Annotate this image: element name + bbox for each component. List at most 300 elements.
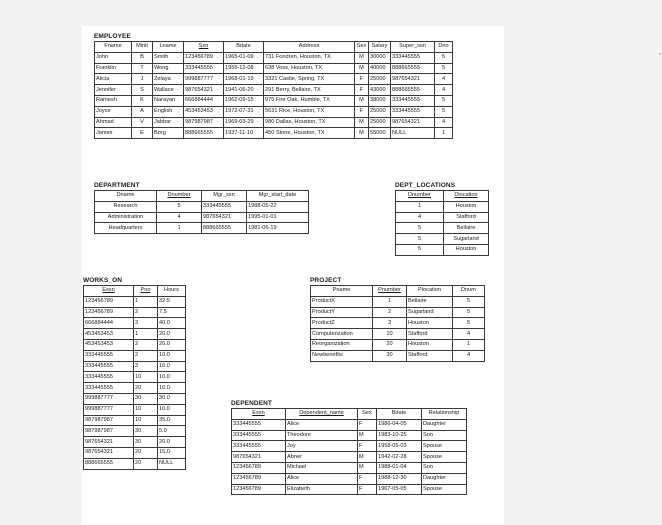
column-header: Plocation [407,286,453,297]
table-cell: 999887777 [184,74,224,85]
table-cell: 453453453 [184,106,224,117]
table-cell: 333445555 [391,95,435,106]
column-header: Dlocation [444,191,489,202]
table-cell: 1988-01-04 [377,462,422,473]
table-cell: 5 [435,52,453,63]
dependent-header-row [232,409,467,420]
table-cell: 40.0 [158,318,186,329]
table-row [396,201,489,212]
table-cell: F [358,473,377,484]
table-cell: 1968-01-19 [224,74,264,85]
column-header: Lname [153,42,184,53]
table-cell: 123456789 [184,52,224,63]
table-cell: Narayan [153,95,184,106]
table-cell: Houston [407,339,453,350]
project-title: PROJECT [310,277,342,284]
table-cell: 30 [373,350,407,361]
table-row [311,318,485,329]
table-cell: Wong [153,63,184,74]
table-cell: 2 [134,339,158,350]
table-row [232,462,467,473]
table-cell: F [358,441,377,452]
table-cell: 888665555 [184,128,224,139]
employee-header-row [95,42,453,53]
table-cell: 1969-03-29 [224,117,264,128]
table-cell: Elizabeth [286,484,358,495]
column-header: Essn [232,409,286,420]
table-cell: 1 [134,329,158,340]
table-cell: M [358,462,377,473]
column-header: Super_ssn [391,42,435,53]
table-cell: M [355,95,369,106]
table-cell: Sugarland [407,307,453,318]
column-header: Salary [369,42,391,53]
table-row [232,441,467,452]
table-cell: 40000 [369,63,391,74]
table-cell: 453453453 [84,329,134,340]
table-row [95,117,453,128]
table-cell: James [95,128,132,139]
table-row [396,234,489,245]
table-cell: 4 [435,117,453,128]
works-on-table [83,285,186,470]
column-header: Hours [158,286,186,297]
table-cell: 4 [157,212,202,223]
table-cell: 453453453 [84,339,134,350]
table-cell: Alice [286,419,358,430]
table-cell: M [355,128,369,139]
table-row [84,437,186,448]
table-cell: 1972-07-31 [224,106,264,117]
department-section [94,181,309,234]
table-cell: A [132,106,153,117]
column-header: Pname [311,286,373,297]
table-cell: 5 [435,106,453,117]
dept-locations-section [395,181,489,256]
table-row [232,419,467,430]
project-table [310,285,485,362]
column-header: Bdate [224,42,264,53]
table-cell: 10 [134,415,158,426]
table-cell: Michael [286,462,358,473]
table-cell: 888665555 [202,223,247,234]
dependent-table [231,408,467,495]
table-cell: Houston [407,318,453,329]
table-cell: 333445555 [84,372,134,383]
table-cell: Smith [153,52,184,63]
table-cell: Administration [95,212,157,223]
table-row [95,212,309,223]
table-cell: 30 [134,426,158,437]
side-mark: · [658,48,662,60]
table-cell: Daughter [422,419,467,430]
table-cell: Joyce [95,106,132,117]
table-cell: 30000 [369,52,391,63]
table-cell: Daughter [422,473,467,484]
column-header: Minit [132,42,153,53]
table-cell: 25000 [369,74,391,85]
column-header: Dnum [453,286,485,297]
table-cell: Abner [286,452,358,463]
table-cell: 5 [453,307,485,318]
table-cell: 5 [435,63,453,74]
table-cell: Alicia [95,74,132,85]
table-row [84,361,186,372]
table-cell: 999887777 [84,393,134,404]
table-row [84,329,186,340]
table-cell: Joy [286,441,358,452]
table-cell: 55000 [369,128,391,139]
table-row [84,339,186,350]
table-cell: 123456789 [232,484,286,495]
table-cell: Stafford [407,350,453,361]
column-header: Mgr_start_date [247,191,309,202]
table-cell: 666884444 [184,95,224,106]
column-header: Dependent_name [286,409,358,420]
table-cell: 1995-01-01 [247,212,309,223]
table-cell: 20.0 [158,437,186,448]
table-cell: V [132,117,153,128]
table-cell: Research [95,201,157,212]
table-cell: F [358,419,377,430]
table-cell: 10.0 [158,404,186,415]
table-cell: 10.0 [158,350,186,361]
table-row [84,426,186,437]
table-cell: 888665555 [84,458,134,469]
table-cell: 5631 Rice, Houston, TX [264,106,355,117]
table-row [84,383,186,394]
table-cell: Stafford [407,329,453,340]
table-cell: ProductZ [311,318,373,329]
table-cell: 123456789 [232,473,286,484]
table-cell: Bellaire [444,223,489,234]
table-cell: Sugarland [444,234,489,245]
table-cell: 2 [134,307,158,318]
table-cell: 987654321 [391,74,435,85]
table-cell: 1 [396,201,444,212]
dept-locations-table [395,190,489,256]
column-header: Fname [95,42,132,53]
table-row [84,318,186,329]
column-header: Bdate [377,409,422,420]
table-cell: 4 [453,329,485,340]
table-cell: 43000 [369,85,391,96]
table-cell: M [358,430,377,441]
table-cell: F [355,85,369,96]
table-row [84,307,186,318]
table-row [311,296,485,307]
table-row [95,52,453,63]
table-cell: 2 [134,350,158,361]
table-cell: 5 [396,244,444,255]
table-cell: 1 [435,128,453,139]
department-header-row [95,191,309,202]
table-cell: 1981-06-19 [247,223,309,234]
table-row [84,404,186,415]
column-header: Sex [358,409,377,420]
table-cell: 123456789 [84,296,134,307]
column-header: Relationship [422,409,467,420]
table-cell: Spouse [422,441,467,452]
dependent-section [231,399,467,495]
table-cell: 1988-05-22 [247,201,309,212]
table-row [396,244,489,255]
table-cell: Newbenefits [311,350,373,361]
table-cell: English [153,106,184,117]
table-cell: 987987987 [84,426,134,437]
table-row [311,350,485,361]
dept-locations-title: DEPT_LOCATIONS [395,182,456,189]
column-header: Ssn [184,42,224,53]
table-cell: M [358,452,377,463]
table-cell: F [355,74,369,85]
table-cell: John [95,52,132,63]
table-cell: 1965-01-09 [224,52,264,63]
table-cell: M [355,63,369,74]
table-cell: 38000 [369,95,391,106]
table-cell: 1988-12-30 [377,473,422,484]
table-cell: 4 [435,85,453,96]
table-cell: 5 [453,318,485,329]
table-cell: 3321 Castle, Spring, TX [264,74,355,85]
table-row [311,307,485,318]
table-cell: Jennifer [95,85,132,96]
table-cell: 1983-10-25 [377,430,422,441]
table-cell: Spouse [422,452,467,463]
table-row [95,63,453,74]
table-cell: 987654321 [84,437,134,448]
project-section [310,276,485,362]
table-cell: 7.5 [158,307,186,318]
table-cell: T [132,63,153,74]
table-cell: 987987987 [84,415,134,426]
employee-title: EMPLOYEE [94,33,131,40]
table-row [396,212,489,223]
employee-section [94,32,453,139]
table-cell: 666884444 [84,318,134,329]
column-header: Pnumber [373,286,407,297]
table-cell: 3 [373,318,407,329]
table-row [396,223,489,234]
table-cell: 5 [396,223,444,234]
table-cell: 4 [453,350,485,361]
table-cell: Zelaya [153,74,184,85]
works-on-header-row [84,286,186,297]
table-cell: 1937-11-10 [224,128,264,139]
table-cell: Spouse [422,484,467,495]
table-cell: 1 [134,296,158,307]
table-cell: 888665555 [391,85,435,96]
table-cell: Wallace [153,85,184,96]
table-cell: 10.0 [158,361,186,372]
table-cell: 333445555 [232,430,286,441]
table-cell: Computerization [311,329,373,340]
column-header: Dno [435,42,453,53]
column-header: Pno [134,286,158,297]
table-cell: 291 Berry, Bellaire, TX [264,85,355,96]
table-cell: Alice [286,473,358,484]
table-cell: 975 Fire Oak, Humble, TX [264,95,355,106]
table-cell: 20 [134,383,158,394]
works-on-section [83,276,186,470]
table-cell: 5 [157,201,202,212]
column-header: Sex [355,42,369,53]
table-cell: 30.0 [158,393,186,404]
table-cell: 25000 [369,106,391,117]
table-cell: 3 [134,318,158,329]
table-cell: 1958-05-03 [377,441,422,452]
table-cell: 20.0 [158,329,186,340]
table-cell: 30 [134,437,158,448]
column-header: Dnumber [157,191,202,202]
table-cell: Reorganization [311,339,373,350]
table-cell: 333445555 [232,441,286,452]
table-cell: ProductY [311,307,373,318]
table-row [84,372,186,383]
column-header: Dname [95,191,157,202]
table-cell: 10 [373,329,407,340]
table-cell: F [358,484,377,495]
table-row [95,201,309,212]
table-cell: Theodore [286,430,358,441]
table-cell: 10 [134,372,158,383]
table-cell: 987654321 [232,452,286,463]
table-cell: 333445555 [84,350,134,361]
table-cell: 15.0 [158,447,186,458]
table-cell: 5 [453,296,485,307]
table-cell: Stafford [444,212,489,223]
table-cell: 20 [134,447,158,458]
table-cell: J [132,74,153,85]
table-cell: 3 [134,361,158,372]
table-cell: 987654321 [391,117,435,128]
table-cell: Son [422,462,467,473]
table-cell: 5.0 [158,426,186,437]
employee-table [94,41,453,139]
project-header-row [311,286,485,297]
table-cell: 5 [435,95,453,106]
table-row [84,296,186,307]
table-cell: 20.0 [158,339,186,350]
table-cell: K [132,95,153,106]
table-row [95,128,453,139]
dependent-title: DEPENDENT [231,400,272,407]
table-row [311,339,485,350]
table-cell: Ramesh [95,95,132,106]
table-cell: 1955-12-08 [224,63,264,74]
table-cell: 1941-06-20 [224,85,264,96]
table-cell: 1967-05-05 [377,484,422,495]
table-cell: 2 [373,307,407,318]
table-row [84,350,186,361]
table-row [84,458,186,469]
table-cell: 1 [373,296,407,307]
table-cell: 333445555 [232,419,286,430]
table-cell: 10 [134,404,158,415]
table-row [232,452,467,463]
table-cell: NULL [158,458,186,469]
table-cell: Franklin [95,63,132,74]
table-cell: 888665555 [391,63,435,74]
table-row [95,106,453,117]
table-cell: 999887777 [84,404,134,415]
table-cell: 638 Voss, Houston, TX [264,63,355,74]
table-cell: 1962-09-15 [224,95,264,106]
table-cell: 987654321 [202,212,247,223]
table-cell: 10.0 [158,383,186,394]
dept-locations-header-row [396,191,489,202]
document-page [82,26,504,525]
table-row [84,415,186,426]
department-title: DEPARTMENT [94,182,140,189]
table-cell: B [132,52,153,63]
table-row [232,484,467,495]
table-cell: 987654321 [184,85,224,96]
table-cell: 1986-04-05 [377,419,422,430]
column-header: Dnumber [396,191,444,202]
table-cell: E [132,128,153,139]
table-cell: 1 [453,339,485,350]
table-cell: 333445555 [202,201,247,212]
table-cell: M [355,52,369,63]
table-cell: 4 [396,212,444,223]
table-cell: Houston [444,244,489,255]
table-row [311,329,485,340]
table-cell: Headquarters [95,223,157,234]
table-cell: 30 [134,393,158,404]
table-row [84,393,186,404]
table-cell: 123456789 [232,462,286,473]
column-header: Address [264,42,355,53]
works-on-title: WORKS_ON [83,277,123,284]
department-table [94,190,309,234]
column-header: Essn [84,286,134,297]
table-row [95,95,453,106]
table-cell: NULL [391,128,435,139]
table-cell: 1 [157,223,202,234]
table-cell: 10.0 [158,372,186,383]
table-cell: 32.5 [158,296,186,307]
table-cell: ProductX [311,296,373,307]
table-cell: 25000 [369,117,391,128]
table-cell: 980 Dallas, Houston, TX [264,117,355,128]
table-cell: Ahmad [95,117,132,128]
table-cell: 333445555 [184,63,224,74]
table-cell: F [355,106,369,117]
table-cell: S [132,85,153,96]
table-cell: 1942-02-28 [377,452,422,463]
table-cell: 20 [134,458,158,469]
table-row [232,430,467,441]
table-cell: Bellaire [407,296,453,307]
table-cell: 4 [435,74,453,85]
table-row [84,447,186,458]
table-row [95,223,309,234]
table-cell: 35.0 [158,415,186,426]
table-cell: Jabbar [153,117,184,128]
table-cell: 333445555 [391,106,435,117]
column-header: Mgr_ssn [202,191,247,202]
table-cell: Houston [444,201,489,212]
table-cell: 333445555 [84,361,134,372]
table-row [232,473,467,484]
table-cell: 450 Stone, Houston, TX [264,128,355,139]
table-cell: 987987987 [184,117,224,128]
table-cell: 731 Fondren, Houston, TX [264,52,355,63]
table-row [95,74,453,85]
table-cell: Son [422,430,467,441]
table-cell: 333445555 [391,52,435,63]
